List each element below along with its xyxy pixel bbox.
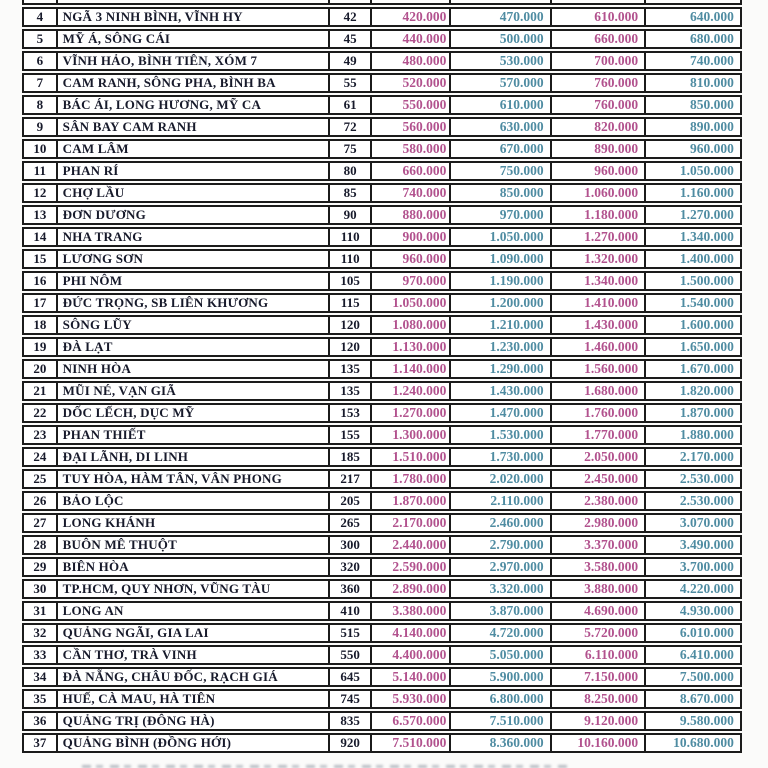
- row-number: 10: [24, 141, 58, 157]
- price-col-3: [552, 0, 647, 3]
- row-number: 8: [24, 97, 58, 113]
- row-number: 26: [24, 493, 58, 509]
- price-col-2: 1.230.000: [451, 339, 551, 355]
- price-col-3: 2.450.000: [552, 471, 647, 487]
- price-col-3: 6.110.000: [552, 647, 647, 663]
- destination-name: [58, 0, 331, 3]
- price-col-2: 610.000: [451, 97, 551, 113]
- row-number: 9: [24, 119, 58, 135]
- destination-name: QUẢNG TRỊ (ĐÔNG HÀ): [58, 713, 331, 729]
- distance-value: 72: [330, 119, 372, 135]
- price-col-2: 1.210.000: [451, 317, 551, 333]
- row-number: 22: [24, 405, 58, 421]
- price-col-3: 610.000: [552, 9, 647, 25]
- price-col-3: 660.000: [552, 31, 647, 47]
- distance-value: 55: [330, 75, 372, 91]
- price-col-1: 970.000: [372, 273, 451, 289]
- row-number: 35: [24, 691, 58, 707]
- price-col-3: 700.000: [552, 53, 647, 69]
- fare-table: [22, 0, 742, 755]
- destination-name: CAM LÂM: [58, 141, 331, 157]
- row-number: 32: [24, 625, 58, 641]
- price-col-3: 3.880.000: [552, 581, 647, 597]
- price-col-3: 1.320.000: [552, 251, 647, 267]
- distance-value: 105: [330, 273, 372, 289]
- price-col-2: 970.000: [451, 207, 551, 223]
- table-row: [22, 513, 742, 533]
- destination-name: MỸ Á, SÔNG CÁI: [58, 31, 331, 47]
- price-col-2: 1.190.000: [451, 273, 551, 289]
- row-number: 13: [24, 207, 58, 223]
- price-col-1: 420.000: [372, 9, 451, 25]
- destination-name: CAM RANH, SÔNG PHA, BÌNH BA: [58, 75, 331, 91]
- row-number: 37: [24, 735, 58, 751]
- table-row: [22, 601, 742, 621]
- price-col-4: 6.010.000: [679, 625, 734, 640]
- price-col-4: 3.070.000: [679, 515, 734, 530]
- table-row: [22, 183, 742, 203]
- distance-value: 49: [330, 53, 372, 69]
- distance-value: 153: [330, 405, 372, 421]
- price-col-4: 1.270.000: [679, 207, 734, 222]
- price-col-3: 1.430.000: [552, 317, 647, 333]
- price-col-3: 820.000: [552, 119, 647, 135]
- table-row: [22, 271, 742, 291]
- price-col-2: 4.720.000: [451, 625, 551, 641]
- distance-value: 550: [330, 647, 372, 663]
- price-col-4: 2.530.000: [679, 471, 734, 486]
- distance-value: 205: [330, 493, 372, 509]
- price-col-3: 1.460.000: [552, 339, 647, 355]
- price-col-4: 1.540.000: [679, 295, 734, 310]
- price-col-1: 2.170.000: [372, 515, 451, 531]
- destination-name: NGÃ 3 NINH BÌNH, VĨNH HY: [58, 9, 331, 25]
- price-col-1: 2.440.000: [372, 537, 451, 553]
- price-col-1: 5.930.000: [372, 691, 451, 707]
- distance-value: 45: [330, 31, 372, 47]
- row-number: 33: [24, 647, 58, 663]
- table-row: [22, 205, 742, 225]
- distance-value: 835: [330, 713, 372, 729]
- price-col-4: 1.160.000: [679, 185, 734, 200]
- destination-name: NHA TRANG: [58, 229, 331, 245]
- price-col-2: 8.360.000: [451, 735, 551, 751]
- distance-value: 42: [330, 9, 372, 25]
- destination-name: BUÔN MÊ THUỘT: [58, 537, 331, 553]
- table-row: [22, 623, 742, 643]
- destination-name: PHAN THIẾT: [58, 427, 331, 443]
- destination-name: QUẢNG BÌNH (ĐỒNG HỚI): [58, 735, 331, 751]
- price-col-3: 760.000: [552, 97, 647, 113]
- destination-name: LONG KHÁNH: [58, 515, 331, 531]
- price-col-4: 10.680.000: [673, 735, 734, 750]
- table-row: [22, 7, 742, 27]
- table-row: [22, 711, 742, 731]
- price-col-3: 1.680.000: [552, 383, 647, 399]
- destination-name: ĐẠI LÃNH, DI LINH: [58, 449, 331, 465]
- price-col-3: 8.250.000: [552, 691, 647, 707]
- row-number: 4: [24, 9, 58, 25]
- price-col-3: 1.060.000: [552, 185, 647, 201]
- table-row: [22, 139, 742, 159]
- table-row: [22, 447, 742, 467]
- price-col-1: 1.140.000: [372, 361, 451, 377]
- price-col-2: 750.000: [451, 163, 551, 179]
- distance-value: 300: [330, 537, 372, 553]
- table-row: [22, 73, 742, 93]
- price-col-2: 530.000: [451, 53, 551, 69]
- table-row: [22, 469, 742, 489]
- price-col-1: 520.000: [372, 75, 451, 91]
- row-number: 25: [24, 471, 58, 487]
- price-col-2: 5.050.000: [451, 647, 551, 663]
- price-col-4: 1.050.000: [679, 163, 734, 178]
- table-row: [22, 315, 742, 335]
- price-col-4: 3.700.000: [679, 559, 734, 574]
- price-col-2: 7.510.000: [451, 713, 551, 729]
- table-row: [22, 227, 742, 247]
- row-number: 16: [24, 273, 58, 289]
- price-col-4: 740.000: [690, 53, 734, 68]
- destination-name: CHỢ LẦU: [58, 185, 331, 201]
- distance-value: 120: [330, 317, 372, 333]
- distance-value: 320: [330, 559, 372, 575]
- row-number: 21: [24, 383, 58, 399]
- destination-name: PHI NÔM: [58, 273, 331, 289]
- table-body: [22, 7, 742, 753]
- price-col-2: 1.530.000: [451, 427, 551, 443]
- table-row: [22, 161, 742, 181]
- price-col-3: 1.270.000: [552, 229, 647, 245]
- price-col-1: 960.000: [372, 251, 451, 267]
- row-number: 30: [24, 581, 58, 597]
- distance-value: [330, 0, 372, 3]
- price-col-3: 1.410.000: [552, 295, 647, 311]
- price-col-1: 1.780.000: [372, 471, 451, 487]
- price-col-2: 1.470.000: [451, 405, 551, 421]
- row-number: 20: [24, 361, 58, 377]
- price-col-2: 500.000: [451, 31, 551, 47]
- price-col-4: 1.870.000: [679, 405, 734, 420]
- price-col-2: 1.200.000: [451, 295, 551, 311]
- destination-name: ĐÀ LẠT: [58, 339, 331, 355]
- price-col-1: 1.080.000: [372, 317, 451, 333]
- row-number: 11: [24, 163, 58, 179]
- row-number: 31: [24, 603, 58, 619]
- table-row: [22, 579, 742, 599]
- price-col-3: 5.720.000: [552, 625, 647, 641]
- distance-value: 135: [330, 361, 372, 377]
- price-col-1: 1.870.000: [372, 493, 451, 509]
- distance-value: 645: [330, 669, 372, 685]
- destination-name: SÂN BAY CAM RANH: [58, 119, 331, 135]
- row-number: 6: [24, 53, 58, 69]
- price-col-1: 1.050.000: [372, 295, 451, 311]
- price-col-2: [451, 0, 551, 3]
- price-col-1: 2.590.000: [372, 559, 451, 575]
- price-col-3: 1.340.000: [552, 273, 647, 289]
- price-col-3: 9.120.000: [552, 713, 647, 729]
- destination-name: MŨI NÉ, VẠN GIÃ: [58, 383, 331, 399]
- row-number: [24, 0, 58, 3]
- distance-value: 115: [330, 295, 372, 311]
- distance-value: 61: [330, 97, 372, 113]
- table-row: [22, 689, 742, 709]
- price-col-4: 8.670.000: [679, 691, 734, 706]
- price-col-3: 10.160.000: [552, 735, 647, 751]
- destination-name: LONG AN: [58, 603, 331, 619]
- distance-value: 120: [330, 339, 372, 355]
- price-col-4: 1.500.000: [679, 273, 734, 288]
- table-row: [22, 359, 742, 379]
- distance-value: 745: [330, 691, 372, 707]
- destination-name: BÁC ÁI, LONG HƯƠNG, MỸ CA: [58, 97, 331, 113]
- distance-value: 265: [330, 515, 372, 531]
- distance-value: 360: [330, 581, 372, 597]
- row-number: 17: [24, 295, 58, 311]
- destination-name: TUY HÒA, HÀM TÂN, VÂN PHONG: [58, 471, 331, 487]
- price-col-2: 2.790.000: [451, 537, 551, 553]
- price-col-4: 810.000: [690, 75, 734, 90]
- price-col-1: 2.890.000: [372, 581, 451, 597]
- destination-name: PHAN RÍ: [58, 163, 331, 179]
- price-col-1: 1.240.000: [372, 383, 451, 399]
- table-row: [22, 51, 742, 71]
- distance-value: 410: [330, 603, 372, 619]
- price-col-4: 4.930.000: [679, 603, 734, 618]
- row-number: 19: [24, 339, 58, 355]
- price-col-2: 2.020.000: [451, 471, 551, 487]
- distance-value: 110: [330, 251, 372, 267]
- destination-name: ĐƠN DƯƠNG: [58, 207, 331, 223]
- row-number: 5: [24, 31, 58, 47]
- price-col-3: 2.380.000: [552, 493, 647, 509]
- price-col-1: 880.000: [372, 207, 451, 223]
- price-col-4: 1.820.000: [679, 383, 734, 398]
- price-col-3: 2.050.000: [552, 449, 647, 465]
- price-col-4: 1.880.000: [679, 427, 734, 442]
- price-col-2: 1.290.000: [451, 361, 551, 377]
- distance-value: 515: [330, 625, 372, 641]
- row-number: 7: [24, 75, 58, 91]
- price-col-4: 9.580.000: [679, 713, 734, 728]
- price-col-2: 2.970.000: [451, 559, 551, 575]
- price-col-4: 890.000: [690, 119, 734, 134]
- row-number: 28: [24, 537, 58, 553]
- table-row: [22, 491, 742, 511]
- price-col-1: 1.300.000: [372, 427, 451, 443]
- price-col-4: 680.000: [690, 31, 734, 46]
- price-col-4: 1.670.000: [679, 361, 734, 376]
- price-col-2: 3.320.000: [451, 581, 551, 597]
- table-row: [22, 381, 742, 401]
- price-col-4: 4.220.000: [679, 581, 734, 596]
- price-col-4: 7.500.000: [679, 669, 734, 684]
- price-col-1: 660.000: [372, 163, 451, 179]
- table-row-partial: [22, 0, 742, 5]
- distance-value: 110: [330, 229, 372, 245]
- price-col-1: 440.000: [372, 31, 451, 47]
- price-col-1: [372, 0, 451, 3]
- table-row: [22, 117, 742, 137]
- price-col-2: 1.050.000: [451, 229, 551, 245]
- destination-name: ĐỨC TRỌNG, SB LIÊN KHƯƠNG: [58, 295, 331, 311]
- price-col-4: 850.000: [690, 97, 734, 112]
- price-col-1: 3.380.000: [372, 603, 451, 619]
- table-row: [22, 337, 742, 357]
- price-col-3: 7.150.000: [552, 669, 647, 685]
- cut-off-caption: [82, 759, 572, 768]
- price-col-1: 560.000: [372, 119, 451, 135]
- price-col-4: 1.650.000: [679, 339, 734, 354]
- price-col-4: 1.340.000: [679, 229, 734, 244]
- price-col-3: 3.370.000: [552, 537, 647, 553]
- price-col-1: 4.140.000: [372, 625, 451, 641]
- price-col-2: 570.000: [451, 75, 551, 91]
- destination-name: DỐC LẾCH, DỤC MỸ: [58, 405, 331, 421]
- price-col-4: 2.170.000: [679, 449, 734, 464]
- price-col-4: 6.410.000: [679, 647, 734, 662]
- price-col-1: 480.000: [372, 53, 451, 69]
- price-col-3: 1.180.000: [552, 207, 647, 223]
- price-col-1: 1.130.000: [372, 339, 451, 355]
- price-col-3: 760.000: [552, 75, 647, 91]
- price-col-2: 5.900.000: [451, 669, 551, 685]
- price-col-4: 3.490.000: [679, 537, 734, 552]
- destination-name: SÔNG LŨY: [58, 317, 331, 333]
- price-col-4: 2.530.000: [679, 493, 734, 508]
- table-row: [22, 95, 742, 115]
- price-col-1: 1.270.000: [372, 405, 451, 421]
- table-row: [22, 293, 742, 313]
- table-row: [22, 645, 742, 665]
- row-number: 27: [24, 515, 58, 531]
- price-col-2: 1.730.000: [451, 449, 551, 465]
- destination-name: BẢO LỘC: [58, 493, 331, 509]
- distance-value: 85: [330, 185, 372, 201]
- distance-value: 135: [330, 383, 372, 399]
- price-col-3: 960.000: [552, 163, 647, 179]
- table-row: [22, 29, 742, 49]
- destination-name: QUẢNG NGÃI, GIA LAI: [58, 625, 331, 641]
- table-row: [22, 535, 742, 555]
- price-col-4: 1.600.000: [679, 317, 734, 332]
- destination-name: BIÊN HÒA: [58, 559, 331, 575]
- price-col-4: [646, 0, 740, 3]
- price-col-4: 960.000: [690, 141, 734, 156]
- price-col-2: 1.090.000: [451, 251, 551, 267]
- distance-value: 217: [330, 471, 372, 487]
- table-row: [22, 733, 742, 753]
- price-col-2: 6.800.000: [451, 691, 551, 707]
- destination-name: CẦN THƠ, TRÀ VINH: [58, 647, 331, 663]
- price-col-4: 1.400.000: [679, 251, 734, 266]
- price-col-1: 740.000: [372, 185, 451, 201]
- destination-name: NINH HÒA: [58, 361, 331, 377]
- destination-name: LƯƠNG SƠN: [58, 251, 331, 267]
- price-col-2: 2.110.000: [451, 493, 551, 509]
- price-col-1: 550.000: [372, 97, 451, 113]
- price-col-2: 470.000: [451, 9, 551, 25]
- distance-value: 75: [330, 141, 372, 157]
- row-number: 12: [24, 185, 58, 201]
- row-number: 14: [24, 229, 58, 245]
- table-row: [22, 249, 742, 269]
- price-col-2: 670.000: [451, 141, 551, 157]
- price-col-1: 7.510.000: [372, 735, 451, 751]
- price-col-3: 2.980.000: [552, 515, 647, 531]
- destination-name: ĐÀ NẴNG, CHÂU ĐỐC, RẠCH GIÁ: [58, 669, 331, 685]
- destination-name: HUẾ, CÀ MAU, HÀ TIÊN: [58, 691, 331, 707]
- price-col-1: 580.000: [372, 141, 451, 157]
- price-col-3: 1.760.000: [552, 405, 647, 421]
- price-col-1: 1.510.000: [372, 449, 451, 465]
- row-number: 36: [24, 713, 58, 729]
- price-col-3: 3.580.000: [552, 559, 647, 575]
- distance-value: 90: [330, 207, 372, 223]
- row-number: 24: [24, 449, 58, 465]
- row-number: 15: [24, 251, 58, 267]
- price-col-3: 1.770.000: [552, 427, 647, 443]
- distance-value: 155: [330, 427, 372, 443]
- price-col-3: 890.000: [552, 141, 647, 157]
- table-row: [22, 557, 742, 577]
- price-col-1: 900.000: [372, 229, 451, 245]
- price-col-2: 850.000: [451, 185, 551, 201]
- table-row: [22, 425, 742, 445]
- destination-name: TP.HCM, QUY NHƠN, VŨNG TÀU: [58, 581, 331, 597]
- row-number: 34: [24, 669, 58, 685]
- table-row: [22, 667, 742, 687]
- price-col-2: 1.430.000: [451, 383, 551, 399]
- distance-value: 185: [330, 449, 372, 465]
- row-number: 18: [24, 317, 58, 333]
- price-col-4: 640.000: [690, 9, 734, 24]
- price-col-1: 6.570.000: [372, 713, 451, 729]
- price-col-1: 4.400.000: [372, 647, 451, 663]
- distance-value: 80: [330, 163, 372, 179]
- price-col-2: 3.870.000: [451, 603, 551, 619]
- price-col-3: 4.690.000: [552, 603, 647, 619]
- row-number: 23: [24, 427, 58, 443]
- price-col-2: 630.000: [451, 119, 551, 135]
- price-col-1: 5.140.000: [372, 669, 451, 685]
- destination-name: VĨNH HẢO, BÌNH TIÊN, XÓM 7: [58, 53, 331, 69]
- table-row: [22, 403, 742, 423]
- distance-value: 920: [330, 735, 372, 751]
- row-number: 29: [24, 559, 58, 575]
- price-col-3: 1.560.000: [552, 361, 647, 377]
- price-col-2: 2.460.000: [451, 515, 551, 531]
